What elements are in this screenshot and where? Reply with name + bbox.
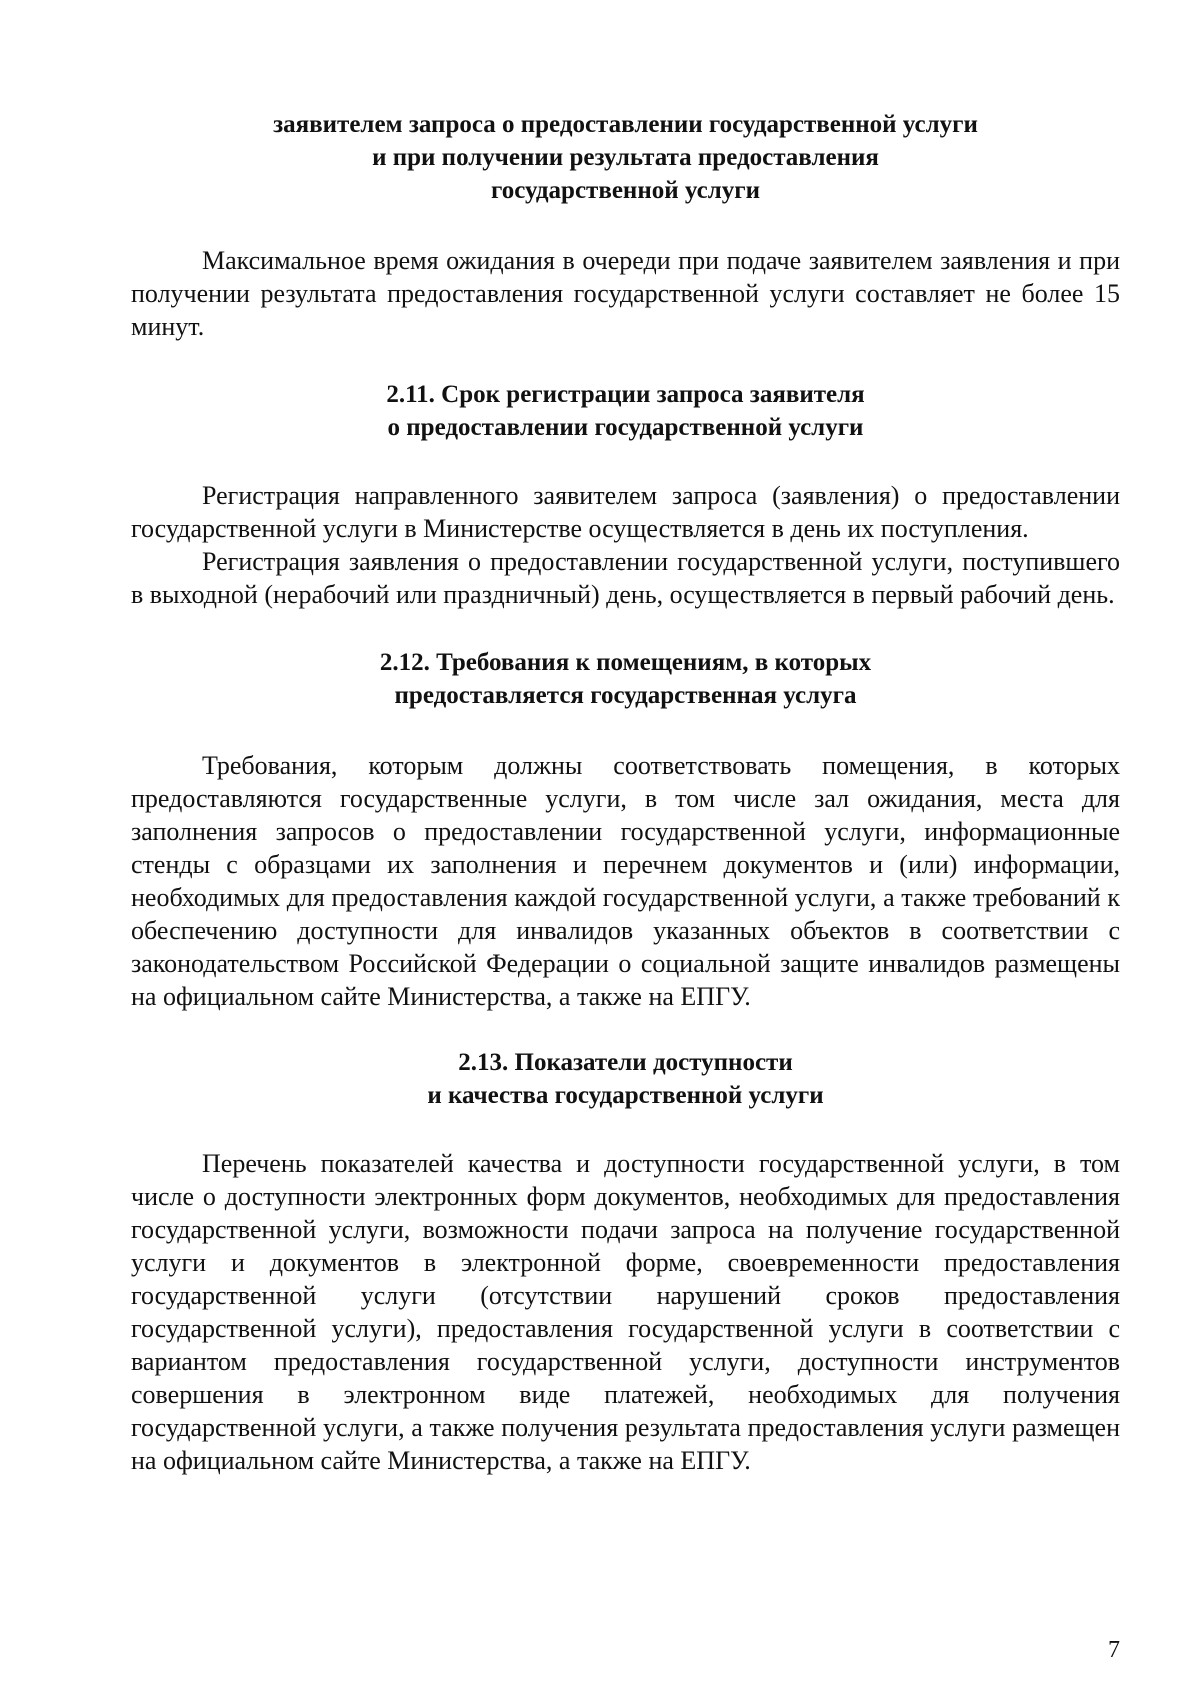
heading-line: о предоставлении государственной услуги xyxy=(387,414,864,441)
section-heading-2-12 xyxy=(131,646,1120,712)
heading-line: заявителем запроса о предоставлении государственной услуги xyxy=(273,111,978,138)
document-page xyxy=(131,108,1120,1477)
page-number: 7 xyxy=(1108,1637,1120,1663)
paragraph: Регистрация направленного заявителем запроса (заявления) о предоставлении государственной услуги в Министерстве осуществляется в день их поступления. xyxy=(131,481,1120,543)
section-heading-2-11 xyxy=(131,378,1120,444)
heading-line: 2.12. Требования к помещениям, в которых xyxy=(379,649,872,676)
heading-line: и при получении результата предоставления xyxy=(372,144,879,171)
heading-line: государственной услуги xyxy=(490,177,761,204)
heading-line: 2.11. Срок регистрации запроса заявителя xyxy=(386,381,865,408)
section-heading xyxy=(131,108,1120,207)
section-heading-2-13 xyxy=(131,1046,1120,1112)
heading-line: 2.13. Показатели доступности xyxy=(458,1049,793,1076)
paragraph: Требования, которым должны соответствовать помещения, в которых предоставляются государственные услуги, в том числе зал ожидания, места для заполнения запросов о предоставлении государственной услуги, информационные стенды с образцами их заполнения и перечнем документов и (или) информации, необходимых для предоставления каждой государственной услуги, а также требований к обеспечению доступности для инвалидов указанных объектов в соответствии с законодательством Российской Федерации о социальной защите инвалидов размещены на официальном сайте Министерства, а также на ЕПГУ. xyxy=(131,751,1120,1011)
heading-line: и качества государственной услуги xyxy=(427,1082,824,1109)
paragraph: Регистрация заявления о предоставлении государственной услуги, поступившего в выходной (нерабочий или праздничный) день, осуществляется в первый рабочий день. xyxy=(131,547,1120,609)
paragraph: Перечень показателей качества и доступности государственной услуги, в том числе о доступности электронных форм документов, необходимых для предоставления государственной услуги, возможности подачи запроса на получение государственной услуги и документов в электронной форме, своевременности предоставления государственной услуги (отсутствии нарушений сроков предоставления государственной услуги), предоставления государственной услуги в соответствии с вариантом предоставления государственной услуги, доступности инструментов совершения в электронном виде платежей, необходимых для получения государственной услуги, а также получения результата предоставления услуги размещен на официальном сайте Министерства, а также на ЕПГУ. xyxy=(131,1149,1120,1475)
paragraph: Максимальное время ожидания в очереди при подаче заявителем заявления и при получении результата предоставления государственной услуги составляет не более 15 минут. xyxy=(131,246,1120,341)
heading-line: предоставляется государственная услуга xyxy=(394,682,857,709)
